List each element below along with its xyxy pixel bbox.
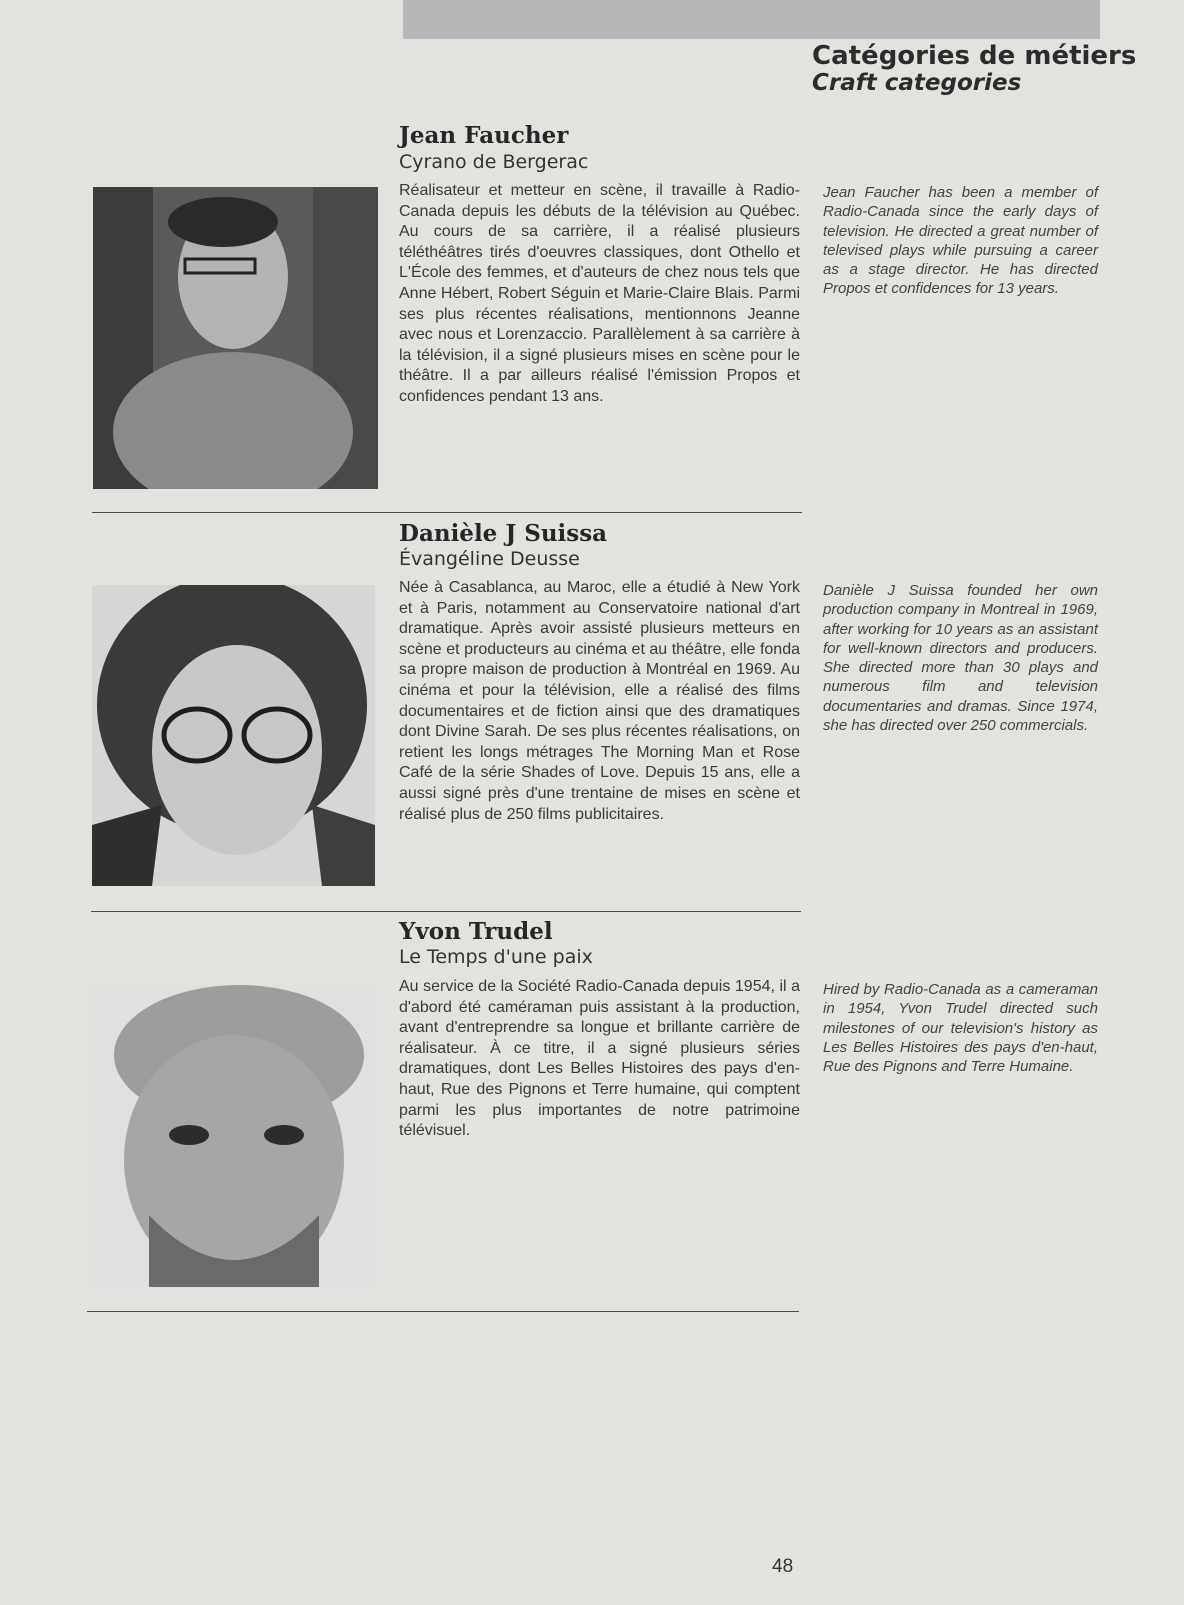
- entry-work-title: Évangéline Deusse: [399, 548, 580, 570]
- entry-work-title: Le Temps d'une paix: [399, 946, 593, 968]
- bio-french: Née à Casablanca, au Maroc, elle a étudié à New York et à Paris, notamment au Conservatoire national d'art dramatique. Après avoir assisté plusieurs metteurs en scène et producteurs au cinéma et au théâtre, elle fonda sa propre maison de production à Montréal en 1969. Au cinéma et pour la télévision, elle a réalisé des films documentaires et de fiction ainsi que des dramatiques dont Divine Sarah. De ses plus récentes réalisations, on retient les longs métrages The Morning Man et Rose Café de la série Shades of Love. Depuis 15 ans, elle a aussi signé près d'une trentaine de mises en scène et réalisé plus de 250 films publicitaires.: [399, 579, 800, 823]
- bio-french: Réalisateur et metteur en scène, il travaille à Radio-Canada depuis les débuts de la télévision au Québec. Au cours de sa carrière, il a réalisé plusieurs téléthéâtres tirés d'oeuvres classiques, dont Othello et L'École des femmes, et d'auteurs de chez nous tels que Anne Hébert, Robert Séguin et Marie-Claire Blais. Parmi ses plus récentes réalisations, mentionnons Jeanne avec nous et Lorenzaccio. Parallèlement à sa carrière à la télévision, il a signé plusieurs mises en scène pour le théâtre. Il a par ailleurs réalisé l'émission Propos et confidences pendant 13 ans.: [399, 182, 800, 405]
- page-number: 48: [772, 1556, 794, 1577]
- portrait-daniele-suissa-image: [92, 585, 375, 886]
- entry-work-title: Cyrano de Bergerac: [399, 151, 589, 173]
- header-gray-bar: [403, 0, 1100, 39]
- section-title-english: Craft categories: [812, 70, 1022, 96]
- portrait-photo: [89, 985, 375, 1287]
- portrait-jean-faucher-image: [93, 187, 378, 489]
- section-title-french: Catégories de métiers: [812, 41, 1137, 71]
- section-title: [812, 41, 1137, 96]
- portrait-photo: [92, 585, 375, 886]
- entry-name: Danièle J Suissa: [399, 520, 608, 547]
- entry-name: Yvon Trudel: [399, 918, 553, 945]
- entry-divider: [91, 911, 801, 912]
- entry-name: Jean Faucher: [399, 122, 569, 149]
- portrait-photo: [93, 187, 378, 489]
- bio-english: Danièle J Suissa founded her own production company in Montreal in 1969, after working for 10 years as an assistant for well-known directors and producers. She directed more than 30 plays and numerous film and television documentaries and dramas. Since 1974, she has directed over 250 commercials.: [823, 582, 1098, 735]
- bio-english: Jean Faucher has been a member of Radio-Canada since the early days of television. He directed a great number of televised plays while pursuing a career as a stage director. He has directed Propos et confidences for 13 years.: [823, 184, 1098, 298]
- entry-divider: [92, 512, 802, 513]
- bio-english: Hired by Radio-Canada as a cameraman in 1954, Yvon Trudel directed such milestones of our television's history as Les Belles Histoires des pays d'en-haut, Rue des Pignons and Terre Humaine.: [823, 981, 1098, 1076]
- entry-divider: [87, 1311, 799, 1312]
- bio-french: Au service de la Société Radio-Canada depuis 1954, il a d'abord été caméraman puis assistant à la production, avant d'entreprendre sa longue et brillante carrière de réalisateur. À ce titre, il a signé plusieurs séries dramatiques, dont Les Belles Histoires des pays d'en-haut, Rue des Pignons et Terre humaine, qui comptent parmi les plus importantes de notre patrimoine télévisuel.: [399, 978, 800, 1140]
- portrait-yvon-trudel-image: [89, 985, 375, 1287]
